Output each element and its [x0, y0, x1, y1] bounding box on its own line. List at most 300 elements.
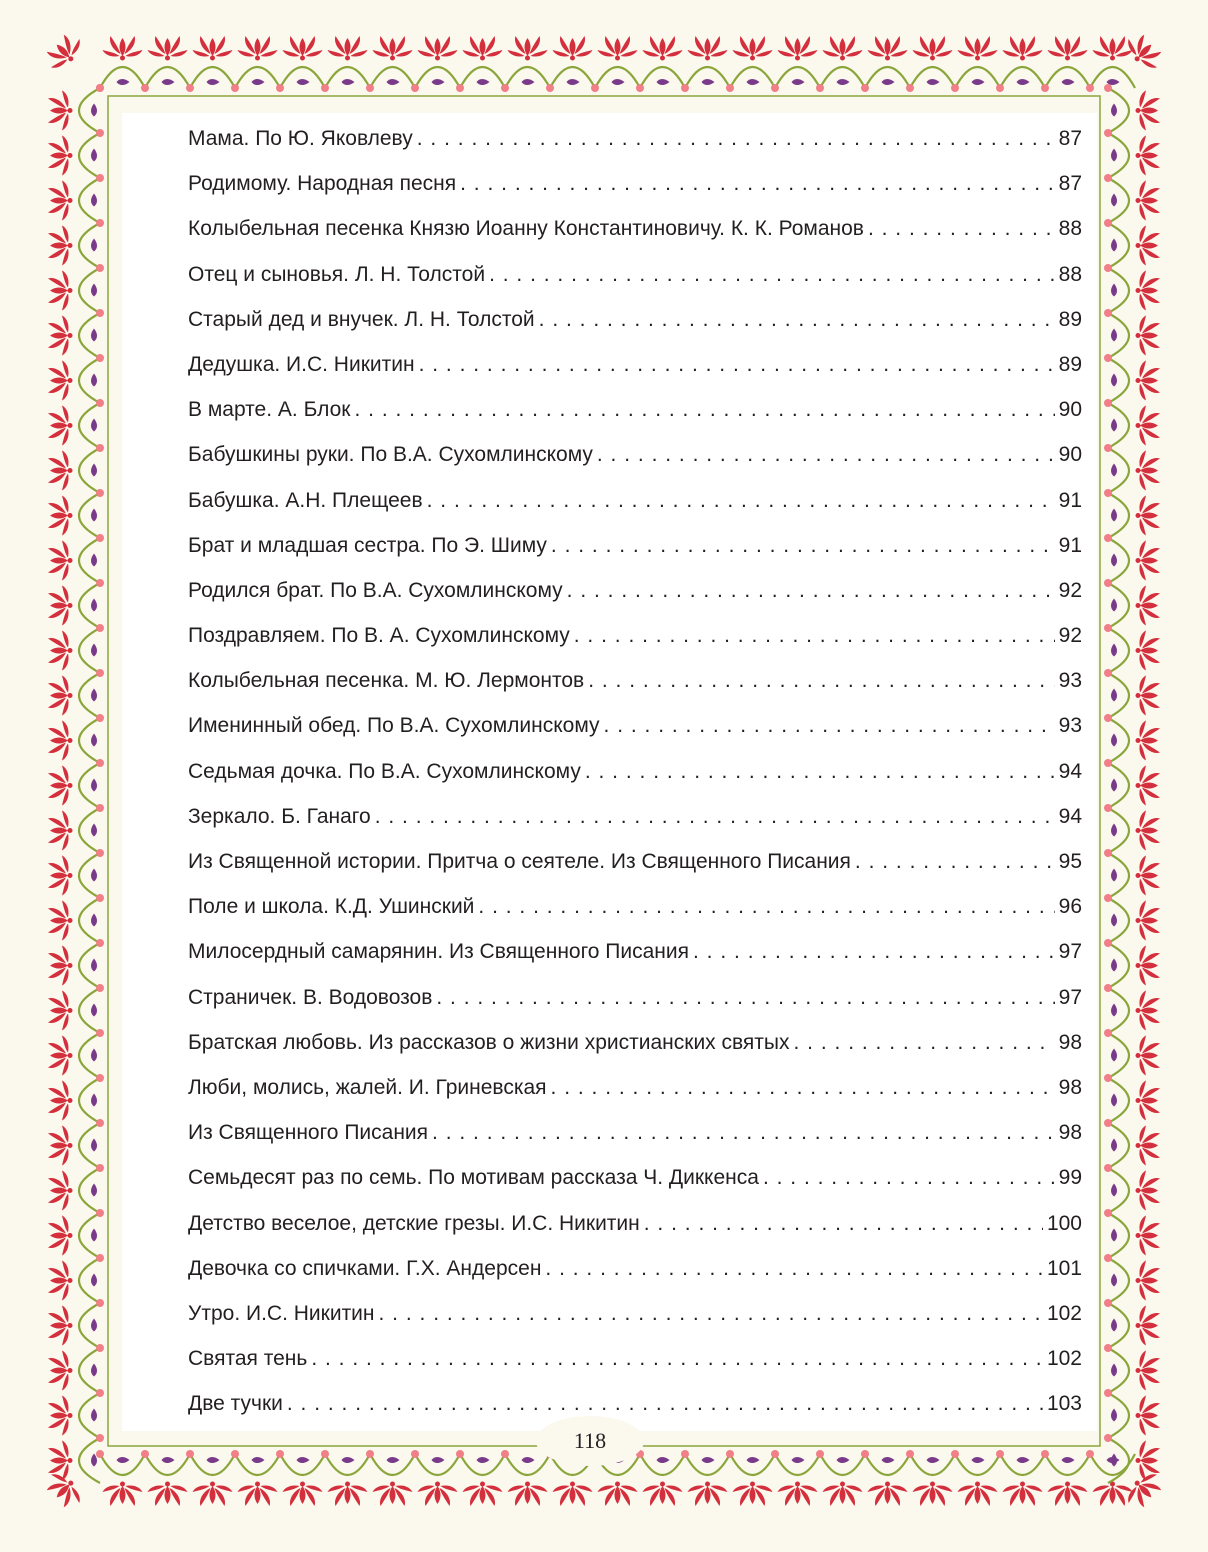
drop-ornament-icon [117, 1457, 130, 1463]
flower-ornament-icon [418, 36, 458, 61]
drop-ornament-icon [972, 79, 985, 85]
page-number: 118 [573, 1428, 607, 1453]
toc-entry [188, 975, 1082, 1020]
flower-ornament-icon [778, 36, 818, 61]
bead-ornament-icon [186, 84, 194, 92]
flower-ornament-icon [328, 1482, 368, 1507]
flower-ornament-icon [733, 36, 773, 61]
bead-ornament-icon [96, 174, 104, 182]
toc-entry [188, 884, 1082, 929]
toc-entry [188, 342, 1082, 387]
drop-ornament-icon [1111, 689, 1117, 702]
bead-ornament-icon [1104, 1119, 1112, 1127]
dot-leader [460, 161, 1055, 206]
bead-ornament-icon [96, 759, 104, 767]
bead-ornament-icon [861, 1450, 869, 1458]
drop-ornament-icon [612, 79, 625, 85]
drop-ornament-icon [837, 1457, 850, 1463]
toc-entry [188, 523, 1082, 568]
bead-ornament-icon [1104, 174, 1112, 182]
toc-entry [188, 749, 1082, 794]
drop-ornament-icon [162, 1457, 175, 1463]
drop-ornament-icon [1111, 1139, 1117, 1152]
flower-ornament-icon [48, 1396, 73, 1436]
bead-ornament-icon [96, 1389, 104, 1397]
flower-ornament-icon [958, 36, 998, 61]
flower-ornament-icon [48, 406, 73, 446]
flower-ornament-icon [48, 811, 73, 851]
bead-ornament-icon [366, 84, 374, 92]
drop-ornament-icon [1111, 1004, 1117, 1017]
toc-entry-page: 98 [1058, 1075, 1082, 1099]
flower-ornament-icon [643, 1482, 683, 1507]
dot-leader [539, 297, 1055, 342]
flower-ornament-icon [1136, 496, 1161, 536]
bead-ornament-icon [906, 84, 914, 92]
bead-ornament-icon [681, 1450, 689, 1458]
toc-entry-page: 97 [1058, 940, 1082, 964]
bead-ornament-icon [96, 939, 104, 947]
bead-ornament-icon [1104, 669, 1112, 677]
toc-entry-page: 97 [1058, 985, 1082, 1009]
flower-ornament-icon [1136, 316, 1161, 356]
toc-entry-title: Из Священной истории. Притча о сеятеле. Из Священного Писания [188, 850, 851, 873]
flower-ornament-icon [373, 1482, 413, 1507]
flower-ornament-icon [463, 1482, 503, 1507]
drop-ornament-icon [792, 1457, 805, 1463]
toc-entry-title: Колыбельная песенка Князю Иоанну Константиновичу. К. К. Романов [188, 217, 864, 241]
flower-ornament-icon [48, 721, 73, 761]
bead-ornament-icon [321, 84, 329, 92]
toc-entry-page: 98 [1058, 1121, 1082, 1145]
dot-leader [287, 1381, 1043, 1426]
toc-entry-page: 100 [1046, 1211, 1082, 1235]
drop-ornament-icon [91, 959, 97, 972]
toc-entry [188, 839, 1082, 884]
toc-entry-page: 93 [1058, 669, 1082, 693]
flower-ornament-icon [193, 1482, 233, 1507]
dot-leader [311, 1336, 1043, 1381]
dot-leader [574, 613, 1055, 658]
drop-ornament-icon [207, 79, 220, 85]
toc-entry-title: Седьмая дочка. По В.А. Сухомлинскому [188, 759, 581, 783]
bead-ornament-icon [276, 1450, 284, 1458]
flower-ornament-icon [1003, 1482, 1043, 1507]
drop-ornament-icon [1111, 464, 1117, 477]
toc-entry-title: Девочка со спичками. Г.Х. Андерсен [188, 1256, 542, 1280]
bead-ornament-icon [96, 849, 104, 857]
flower-ornament-icon [1136, 361, 1161, 401]
drop-ornament-icon [1111, 599, 1117, 612]
drop-ornament-icon [882, 79, 895, 85]
flower-ornament-icon [238, 1482, 278, 1507]
drop-ornament-icon [1111, 734, 1117, 747]
bead-ornament-icon [96, 1029, 104, 1037]
bead-ornament-icon [96, 1434, 104, 1442]
flower-ornament-icon [1048, 36, 1088, 61]
bead-ornament-icon [1104, 804, 1112, 812]
toc-entry [188, 1201, 1082, 1246]
drop-ornament-icon [702, 79, 715, 85]
bead-ornament-icon [1104, 1164, 1112, 1172]
flower-ornament-icon [1136, 1036, 1161, 1076]
flower-ornament-icon [1136, 766, 1161, 806]
bead-ornament-icon [96, 1119, 104, 1127]
drop-ornament-icon [91, 554, 97, 567]
drop-ornament-icon [1111, 1409, 1117, 1422]
flower-ornament-icon [328, 36, 368, 61]
flower-ornament-icon [508, 1482, 548, 1507]
drop-ornament-icon [387, 1457, 400, 1463]
bead-ornament-icon [96, 354, 104, 362]
bead-ornament-icon [1104, 444, 1112, 452]
dot-leader [763, 1155, 1055, 1200]
flower-ornament-icon [1136, 1306, 1161, 1346]
toc-entry [188, 116, 1082, 161]
drop-ornament-icon [567, 79, 580, 85]
drop-ornament-icon [1017, 79, 1030, 85]
toc-entry-title: Дедушка. И.С. Никитин [188, 352, 415, 376]
bead-ornament-icon [456, 84, 464, 92]
toc-entry-page: 92 [1058, 624, 1082, 648]
flower-ornament-icon [283, 1482, 323, 1507]
flower-ornament-icon [1136, 226, 1161, 266]
bead-ornament-icon [1086, 1450, 1094, 1458]
toc-entry [188, 1291, 1082, 1336]
flower-ornament-icon [193, 36, 233, 61]
bead-ornament-icon [906, 1450, 914, 1458]
toc-entry [188, 297, 1082, 342]
drop-ornament-icon [91, 1364, 97, 1377]
bead-ornament-icon [1104, 579, 1112, 587]
bead-ornament-icon [1104, 309, 1112, 317]
drop-ornament-icon [91, 509, 97, 522]
flower-ornament-icon [1136, 181, 1161, 221]
toc-entry [188, 1065, 1082, 1110]
bead-ornament-icon [996, 84, 1004, 92]
toc-entry-page: 87 [1058, 172, 1082, 196]
toc-entry-page: 102 [1046, 1347, 1082, 1371]
bead-ornament-icon [96, 309, 104, 317]
toc-entry-page: 96 [1058, 895, 1082, 919]
flower-ornament-icon [48, 1081, 73, 1121]
bead-ornament-icon [1104, 759, 1112, 767]
flower-ornament-icon [643, 36, 683, 61]
bead-ornament-icon [96, 1209, 104, 1217]
flower-ornament-icon [463, 36, 503, 61]
bead-ornament-icon [1104, 264, 1112, 272]
flower-ornament-icon [48, 586, 73, 626]
bead-ornament-icon [231, 84, 239, 92]
toc-entry-page: 91 [1058, 533, 1082, 557]
flower-ornament-icon [48, 1036, 73, 1076]
flower-ornament-icon [1136, 946, 1161, 986]
bead-ornament-icon [96, 84, 104, 92]
drop-ornament-icon [837, 79, 850, 85]
drop-ornament-icon [91, 104, 97, 117]
drop-ornament-icon [297, 1457, 310, 1463]
bead-ornament-icon [1041, 84, 1049, 92]
drop-ornament-icon [117, 79, 130, 85]
corner-flower-ornament-icon [41, 29, 87, 75]
drop-ornament-icon [162, 79, 175, 85]
toc-entry-title: Семьдесят раз по семь. По мотивам рассказа Ч. Диккенса [188, 1166, 759, 1190]
dot-leader [551, 523, 1055, 568]
drop-ornament-icon [522, 1457, 535, 1463]
drop-ornament-icon [792, 79, 805, 85]
drop-ornament-icon [91, 1139, 97, 1152]
flower-ornament-icon [48, 901, 73, 941]
flower-ornament-icon [1136, 1126, 1161, 1166]
toc-entry [188, 1110, 1082, 1155]
bead-ornament-icon [1104, 1434, 1112, 1442]
flower-ornament-icon [553, 1482, 593, 1507]
drop-ornament-icon [1017, 1457, 1030, 1463]
drop-ornament-icon [91, 824, 97, 837]
flower-ornament-icon [48, 856, 73, 896]
toc-entry-title: Утро. И.С. Никитин [188, 1301, 375, 1325]
drop-ornament-icon [1111, 419, 1117, 432]
bead-ornament-icon [1041, 1450, 1049, 1458]
toc-entry-page: 102 [1046, 1301, 1082, 1325]
toc-entry-title: Страничек. В. Водовозов [188, 985, 433, 1009]
drop-ornament-icon [91, 869, 97, 882]
bead-ornament-icon [96, 129, 104, 137]
flower-ornament-icon [48, 541, 73, 581]
bead-ornament-icon [231, 1450, 239, 1458]
bead-ornament-icon [1086, 84, 1094, 92]
bead-ornament-icon [96, 624, 104, 632]
bead-ornament-icon [96, 1254, 104, 1262]
toc-entry-title: Бабушка. А.Н. Плещеев [188, 488, 423, 512]
drop-ornament-icon [387, 79, 400, 85]
flower-ornament-icon [48, 1171, 73, 1211]
bead-ornament-icon [96, 489, 104, 497]
flower-ornament-icon [48, 226, 73, 266]
toc-entry-page: 103 [1046, 1392, 1082, 1416]
drop-ornament-icon [91, 464, 97, 477]
toc-entry [188, 929, 1082, 974]
bead-ornament-icon [1104, 129, 1112, 137]
bead-ornament-icon [1104, 534, 1112, 542]
bead-ornament-icon [1104, 1389, 1112, 1397]
drop-ornament-icon [477, 79, 490, 85]
bead-ornament-icon [96, 714, 104, 722]
toc-entry [188, 478, 1082, 523]
toc-entry-page: 91 [1058, 488, 1082, 512]
bead-ornament-icon [1104, 939, 1112, 947]
bead-ornament-icon [456, 1450, 464, 1458]
dot-leader [588, 658, 1054, 703]
drop-ornament-icon [91, 239, 97, 252]
toc-entry-title: Бабушкины руки. По В.А. Сухомлинскому [188, 443, 593, 467]
dot-leader [868, 206, 1055, 251]
toc-entry-page: 93 [1058, 714, 1082, 738]
bead-ornament-icon [771, 84, 779, 92]
drop-ornament-icon [91, 1049, 97, 1062]
bead-ornament-icon [366, 1450, 374, 1458]
flower-ornament-icon [103, 1482, 143, 1507]
flower-ornament-icon [1093, 1482, 1133, 1507]
flower-ornament-icon [1136, 991, 1161, 1031]
dot-leader [794, 1020, 1055, 1065]
flower-ornament-icon [553, 36, 593, 61]
bead-ornament-icon [96, 1299, 104, 1307]
flower-ornament-icon [48, 1216, 73, 1256]
flower-ornament-icon [733, 1482, 773, 1507]
toc-entry-page: 99 [1058, 1166, 1082, 1190]
toc-entry-page: 92 [1058, 578, 1082, 602]
dot-leader [354, 387, 1054, 432]
drop-ornament-icon [91, 734, 97, 747]
bead-ornament-icon [321, 1450, 329, 1458]
toc-entry [188, 1020, 1082, 1065]
dot-leader [427, 478, 1055, 523]
toc-entry-title: Детство веселое, детские грезы. И.С. Никитин [188, 1211, 640, 1235]
toc-entry-title: Колыбельная песенка. М. Ю. Лермонтов [188, 669, 585, 693]
toc-entry-title: Две тучки [188, 1392, 283, 1416]
dot-leader [436, 975, 1054, 1020]
table-of-contents [188, 116, 1082, 1426]
bead-ornament-icon [951, 84, 959, 92]
bead-ornament-icon [96, 1450, 104, 1458]
toc-entry-title: Брат и младшая сестра. По Э. Шиму [188, 533, 547, 557]
flower-ornament-icon [598, 1482, 638, 1507]
drop-ornament-icon [1111, 644, 1117, 657]
flower-ornament-icon [868, 36, 908, 61]
drop-ornament-icon [91, 644, 97, 657]
flower-ornament-icon [48, 1351, 73, 1391]
drop-ornament-icon [1111, 194, 1117, 207]
drop-ornament-icon [1111, 1229, 1117, 1242]
flower-ornament-icon [48, 181, 73, 221]
flower-ornament-icon [48, 91, 73, 131]
bead-ornament-icon [411, 84, 419, 92]
flower-ornament-icon [1136, 406, 1161, 446]
bead-ornament-icon [591, 84, 599, 92]
toc-entry-title: Из Священного Писания [188, 1121, 429, 1145]
flower-ornament-icon [1136, 541, 1161, 581]
flower-ornament-icon [913, 1482, 953, 1507]
bead-ornament-icon [1104, 1029, 1112, 1037]
flower-ornament-icon [48, 136, 73, 176]
toc-entry-page: 90 [1058, 443, 1082, 467]
drop-ornament-icon [1111, 374, 1117, 387]
flower-ornament-icon [1136, 1081, 1161, 1121]
drop-ornament-icon [91, 419, 97, 432]
flower-ornament-icon [1136, 721, 1161, 761]
flower-ornament-icon [1136, 136, 1161, 176]
drop-ornament-icon [1111, 239, 1117, 252]
flower-ornament-icon [1136, 856, 1161, 896]
bead-ornament-icon [771, 1450, 779, 1458]
drop-ornament-icon [1111, 779, 1117, 792]
bead-ornament-icon [96, 534, 104, 542]
flower-ornament-icon [48, 1126, 73, 1166]
flower-ornament-icon [823, 36, 863, 61]
bead-ornament-icon [1104, 714, 1112, 722]
flower-ornament-icon [148, 1482, 188, 1507]
bead-ornament-icon [726, 84, 734, 92]
toc-entry [188, 252, 1082, 297]
toc-entry-title: Старый дед и внучек. Л. Н. Толстой [188, 307, 535, 331]
flower-ornament-icon [1136, 451, 1161, 491]
flower-ornament-icon [1136, 676, 1161, 716]
bead-ornament-icon [951, 1450, 959, 1458]
flower-ornament-icon [1003, 36, 1043, 61]
toc-entry-page: 98 [1058, 1030, 1082, 1054]
drop-ornament-icon [91, 689, 97, 702]
flower-ornament-icon [1048, 1482, 1088, 1507]
drop-ornament-icon [1062, 79, 1075, 85]
toc-entry-title: Родился брат. По В.А. Сухомлинскому [188, 578, 563, 602]
dot-leader [604, 703, 1055, 748]
bead-ornament-icon [1104, 1299, 1112, 1307]
drop-ornament-icon [91, 1004, 97, 1017]
dot-leader [375, 794, 1055, 839]
toc-entry-title: Именинный обед. По В.А. Сухомлинскому [188, 714, 600, 738]
drop-ornament-icon [1111, 824, 1117, 837]
dot-leader [432, 1110, 1055, 1155]
drop-ornament-icon [1062, 1457, 1075, 1463]
drop-ornament-icon [1111, 1274, 1117, 1287]
bead-ornament-icon [1104, 489, 1112, 497]
toc-entry [188, 703, 1082, 748]
drop-ornament-icon [91, 599, 97, 612]
toc-entry-title: Зеркало. Б. Ганаго [188, 804, 371, 828]
flower-ornament-icon [48, 676, 73, 716]
drop-ornament-icon [91, 1229, 97, 1242]
drop-ornament-icon [747, 79, 760, 85]
flower-ornament-icon [373, 36, 413, 61]
drop-ornament-icon [522, 79, 535, 85]
bead-ornament-icon [96, 1074, 104, 1082]
bead-ornament-icon [1104, 354, 1112, 362]
toc-entry-page: 87 [1058, 127, 1082, 150]
dot-leader [417, 116, 1055, 161]
bead-ornament-icon [681, 84, 689, 92]
drop-ornament-icon [91, 374, 97, 387]
dot-leader [545, 1246, 1043, 1291]
bead-ornament-icon [96, 219, 104, 227]
bead-ornament-icon [96, 894, 104, 902]
bead-ornament-icon [1104, 399, 1112, 407]
dot-leader [379, 1291, 1043, 1336]
bead-ornament-icon [96, 264, 104, 272]
flower-ornament-icon [1136, 271, 1161, 311]
bead-ornament-icon [96, 1164, 104, 1172]
toc-entry-title: Люби, молись, жалей. И. Гриневская [188, 1075, 547, 1099]
flower-ornament-icon [48, 766, 73, 806]
drop-ornament-icon [252, 1457, 265, 1463]
flower-ornament-icon [48, 1261, 73, 1301]
flower-ornament-icon [1136, 1351, 1161, 1391]
dot-leader [489, 252, 1055, 297]
drop-ornament-icon [1111, 959, 1117, 972]
flower-ornament-icon [48, 496, 73, 536]
toc-entry-title: Братская любовь. Из рассказов о жизни христианских святых [188, 1030, 790, 1054]
toc-entry-page: 89 [1058, 352, 1082, 376]
drop-ornament-icon [1111, 869, 1117, 882]
toc-entry-page: 101 [1046, 1256, 1082, 1280]
bead-ornament-icon [1104, 894, 1112, 902]
flower-ornament-icon [1136, 1216, 1161, 1256]
toc-entry-title: Милосердный самарянин. Из Священного Писания [188, 940, 690, 964]
toc-entry [188, 1336, 1082, 1381]
drop-ornament-icon [1111, 554, 1117, 567]
flower-ornament-icon [868, 1482, 908, 1507]
bead-ornament-icon [636, 84, 644, 92]
